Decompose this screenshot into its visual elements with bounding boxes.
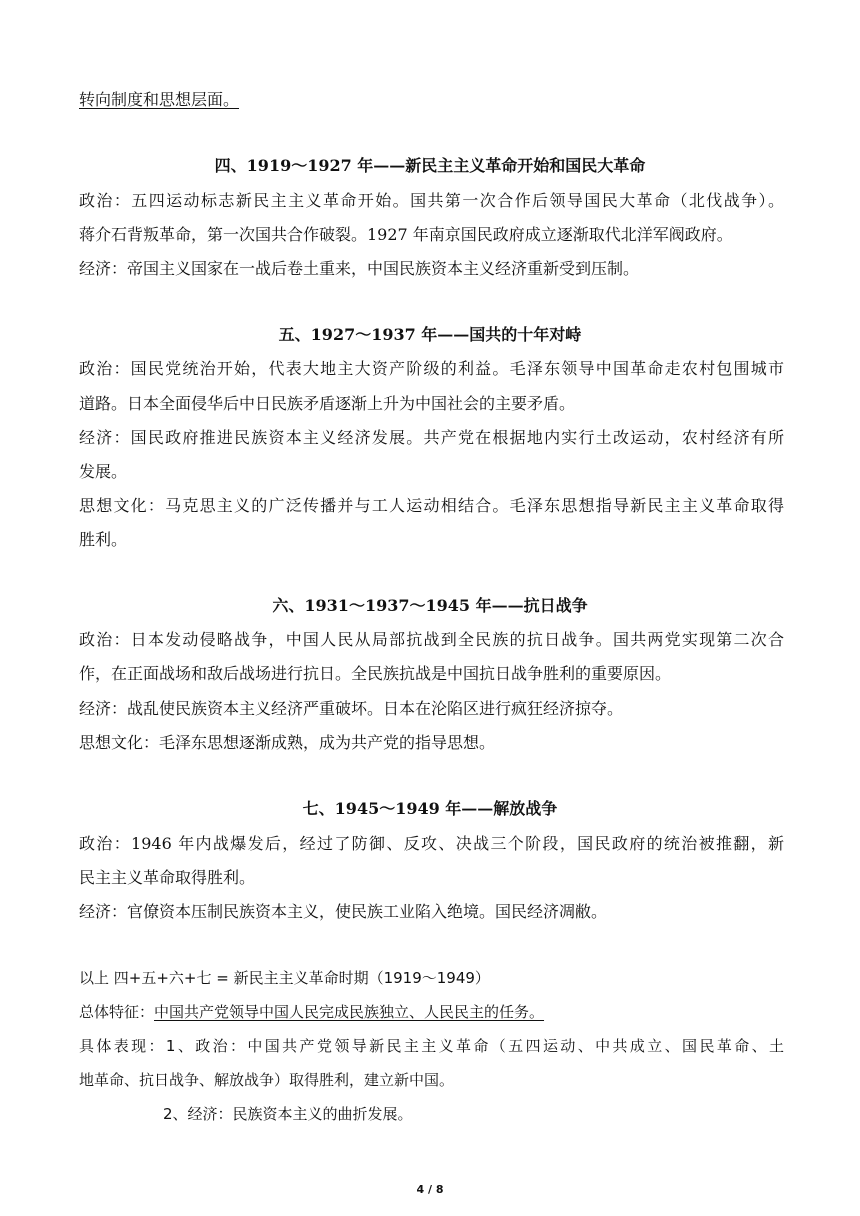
section-heading-4: 四、1919～1927 年——新民主主义革命开始和国民大革命 — [214, 156, 646, 175]
section-heading-6: 六、1931～1937～1945 年——抗日战争 — [272, 596, 588, 615]
section-heading-5: 五、1927～1937 年——国共的十年对峙 — [278, 325, 582, 344]
section-5-line-3: 经济：国民政府推进民族资本主义经济发展。共产党在根据地内实行土改运动，农村经济有所 — [79, 428, 784, 447]
summary-feature — [79, 1000, 784, 1024]
summary-feature-label: 总体特征： — [79, 1003, 155, 1021]
summary-line: 以上 四+五+六+七 = 新民主主义革命时期（1919～1949） — [79, 969, 490, 987]
intro-tail — [79, 88, 784, 112]
section-heading-7: 七、1945～1949 年——解放战争 — [302, 799, 558, 818]
section-6-line-1: 政治：日本发动侵略战争，中国人民从局部抗战到全民族的抗日战争。国共两党实现第二次合 — [79, 630, 784, 649]
section-5-line-6: 胜利。 — [79, 530, 128, 549]
summary-detail-line-1: 具体表现：1、政治：中国共产党领导新民主主义革命（五四运动、中共成立、国民革命、土 — [79, 1037, 784, 1055]
section-7-line-1: 政治：1946 年内战爆发后，经过了防御、反攻、决战三个阶段，国民政府的统治被推翻，新 — [79, 834, 784, 853]
summary-detail-line-2: 地革命、抗日战争、解放战争）取得胜利，建立新中国。 — [79, 1071, 455, 1089]
section-5-line-1: 政治：国民党统治开始，代表大地主大资产阶级的利益。毛泽东领导中国革命走农村包围城市 — [79, 359, 784, 378]
section-4-line-1: 政治：五四运动标志新民主主义革命开始。国共第一次合作后领导国民大革命（北伐战争）。 — [79, 191, 784, 210]
section-6-line-4: 思想文化：毛泽东思想逐渐成熟，成为共产党的指导思想。 — [79, 733, 496, 752]
section-7-line-3: 经济：官僚资本压制民族资本主义，使民族工业陷入绝境。国民经济凋敝。 — [79, 902, 608, 921]
summary-detail-line-3: 2、经济：民族资本主义的曲折发展。 — [163, 1105, 413, 1123]
section-4-line-2: 蒋介石背叛革命，第一次国共合作破裂。1927 年南京国民政府成立逐渐取代北洋军阀政府。 — [79, 225, 733, 244]
section-6-line-2: 作，在正面战场和敌后战场进行抗日。全民族抗战是中国抗日战争胜利的重要原因。 — [79, 664, 672, 683]
section-5-line-4: 发展。 — [79, 462, 128, 481]
section-7-line-2: 民主主义革命取得胜利。 — [79, 868, 256, 887]
page-number: 4 / 8 — [416, 1183, 444, 1196]
section-4-line-3: 经济：帝国主义国家在一战后卷土重来，中国民族资本主义经济重新受到压制。 — [79, 259, 640, 278]
intro-tail-text: 转向制度和思想层面。 — [79, 90, 240, 109]
section-5-line-2: 道路。日本全面侵华后中日民族矛盾逐渐上升为中国社会的主要矛盾。 — [79, 394, 576, 413]
summary-feature-text: 中国共产党领导中国人民完成民族独立、人民民主的任务。 — [154, 1003, 545, 1021]
section-5-line-5: 思想文化：马克思主义的广泛传播并与工人运动相结合。毛泽东思想指导新民主主义革命取得 — [79, 496, 784, 515]
section-6-line-3: 经济：战乱使民族资本主义经济严重破坏。日本在沦陷区进行疯狂经济掠夺。 — [79, 699, 624, 718]
